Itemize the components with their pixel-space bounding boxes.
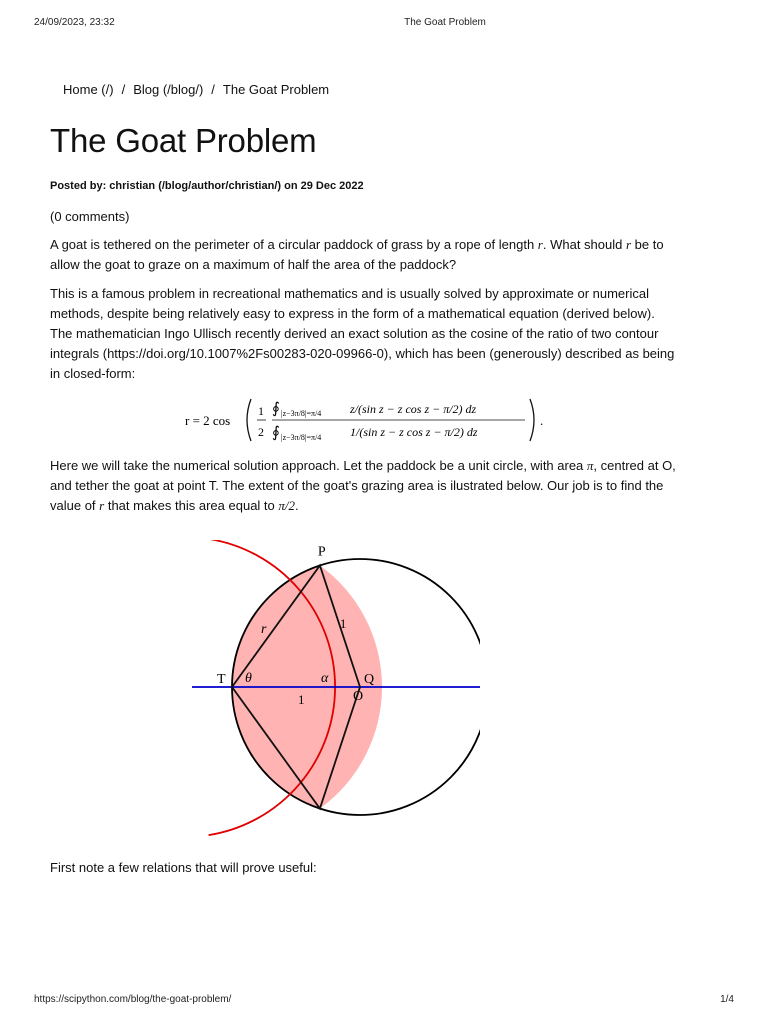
- label-p: P: [317, 544, 326, 560]
- comments-count[interactable]: (0 comments): [50, 209, 130, 224]
- math-r: r: [99, 498, 105, 513]
- closed-form-formula: [185, 393, 550, 447]
- math-r: r: [625, 237, 632, 252]
- label-alpha: α: [321, 671, 329, 686]
- formula-svg: [185, 393, 550, 447]
- print-footer: [0, 994, 768, 1008]
- print-date: 24/09/2023, 23:32: [34, 17, 115, 28]
- label-one-po: 1: [339, 616, 347, 631]
- breadcrumb-separator: /: [121, 82, 126, 97]
- denominator-subscript: |z−3π/8|=π/4: [281, 433, 322, 442]
- formula-lhs: r = 2 cos: [185, 413, 231, 428]
- contour-integral-top: ∮: [272, 401, 280, 417]
- contour-integral-bottom: ∮: [272, 425, 280, 441]
- print-header: [0, 17, 768, 31]
- denominator-expression: 1/(sin z − z cos z − π/2) dz: [350, 425, 478, 439]
- post-date: 29 Dec 2022: [300, 180, 364, 192]
- breadcrumb: [63, 82, 329, 97]
- print-page-number: 1/4: [720, 994, 734, 1005]
- post-meta: [50, 180, 364, 192]
- date-prefix: on: [281, 180, 301, 192]
- paragraph-relations: First note a few relations that will prove useful:: [50, 860, 317, 875]
- print-url: https://scipython.com/blog/the-goat-problem/: [34, 994, 232, 1005]
- paragraph-problem: A goat is tethered on the perimeter of a circular paddock of grass by a rope of length r. What should r be to allow the goat to graze on a maximum of half the area of the paddock?: [50, 237, 664, 272]
- posted-by-label: Posted by:: [50, 180, 110, 192]
- numerator-expression: z/(sin z − z cos z − π/2) dz: [350, 402, 477, 416]
- breadcrumb-blog[interactable]: Blog (/blog/): [133, 82, 204, 97]
- formula-end: .: [540, 413, 544, 428]
- right-paren: [530, 399, 534, 441]
- math-r: r: [537, 237, 543, 252]
- breadcrumb-current: The Goat Problem: [222, 82, 330, 97]
- paragraph-background: This is a famous problem in recreational mathematics and is usually solved by approximate or numerical methods, despite being relatively easy to express in the form of a mathematical equation (derived below). The mathematician Ingo Ullisch recently derived an exact solution as the cosine of the ratio of two contour integrals (https://doi.org/10.1007%2Fs00283-020-09966-0), which has been (generously) described as being in closed-form:: [50, 286, 675, 381]
- paragraph-approach: Here we will take the numerical solution approach. Let the paddock be a unit circle, with area π, centred at O, and tether the goat at point T. The extent of the goat's grazing area is ilustrated below. Our job is to find the value of r that makes this area equal to π/2.: [50, 458, 676, 513]
- math-half-pi: π/2: [278, 498, 295, 513]
- label-theta: θ: [245, 671, 252, 686]
- goat-diagram-svg: [190, 540, 480, 840]
- goat-diagram: [190, 540, 480, 840]
- math-pi: π: [586, 458, 594, 473]
- print-title: The Goat Problem: [404, 17, 486, 28]
- numerator-subscript: |z−3π/8|=π/4: [281, 409, 322, 418]
- author-link[interactable]: christian (/blog/author/christian/): [109, 180, 282, 192]
- left-paren: [247, 399, 251, 441]
- label-r: r: [261, 622, 267, 637]
- breadcrumb-home[interactable]: Home (/): [63, 82, 114, 97]
- label-o: O: [353, 689, 364, 704]
- page-title: The Goat Problem: [50, 122, 317, 159]
- label-q: Q: [364, 672, 375, 687]
- label-t: T: [217, 672, 226, 687]
- breadcrumb-separator: /: [211, 82, 215, 97]
- label-one-to: 1: [298, 692, 305, 707]
- half-denominator: 2: [258, 425, 264, 439]
- half-numerator: 1: [258, 404, 264, 418]
